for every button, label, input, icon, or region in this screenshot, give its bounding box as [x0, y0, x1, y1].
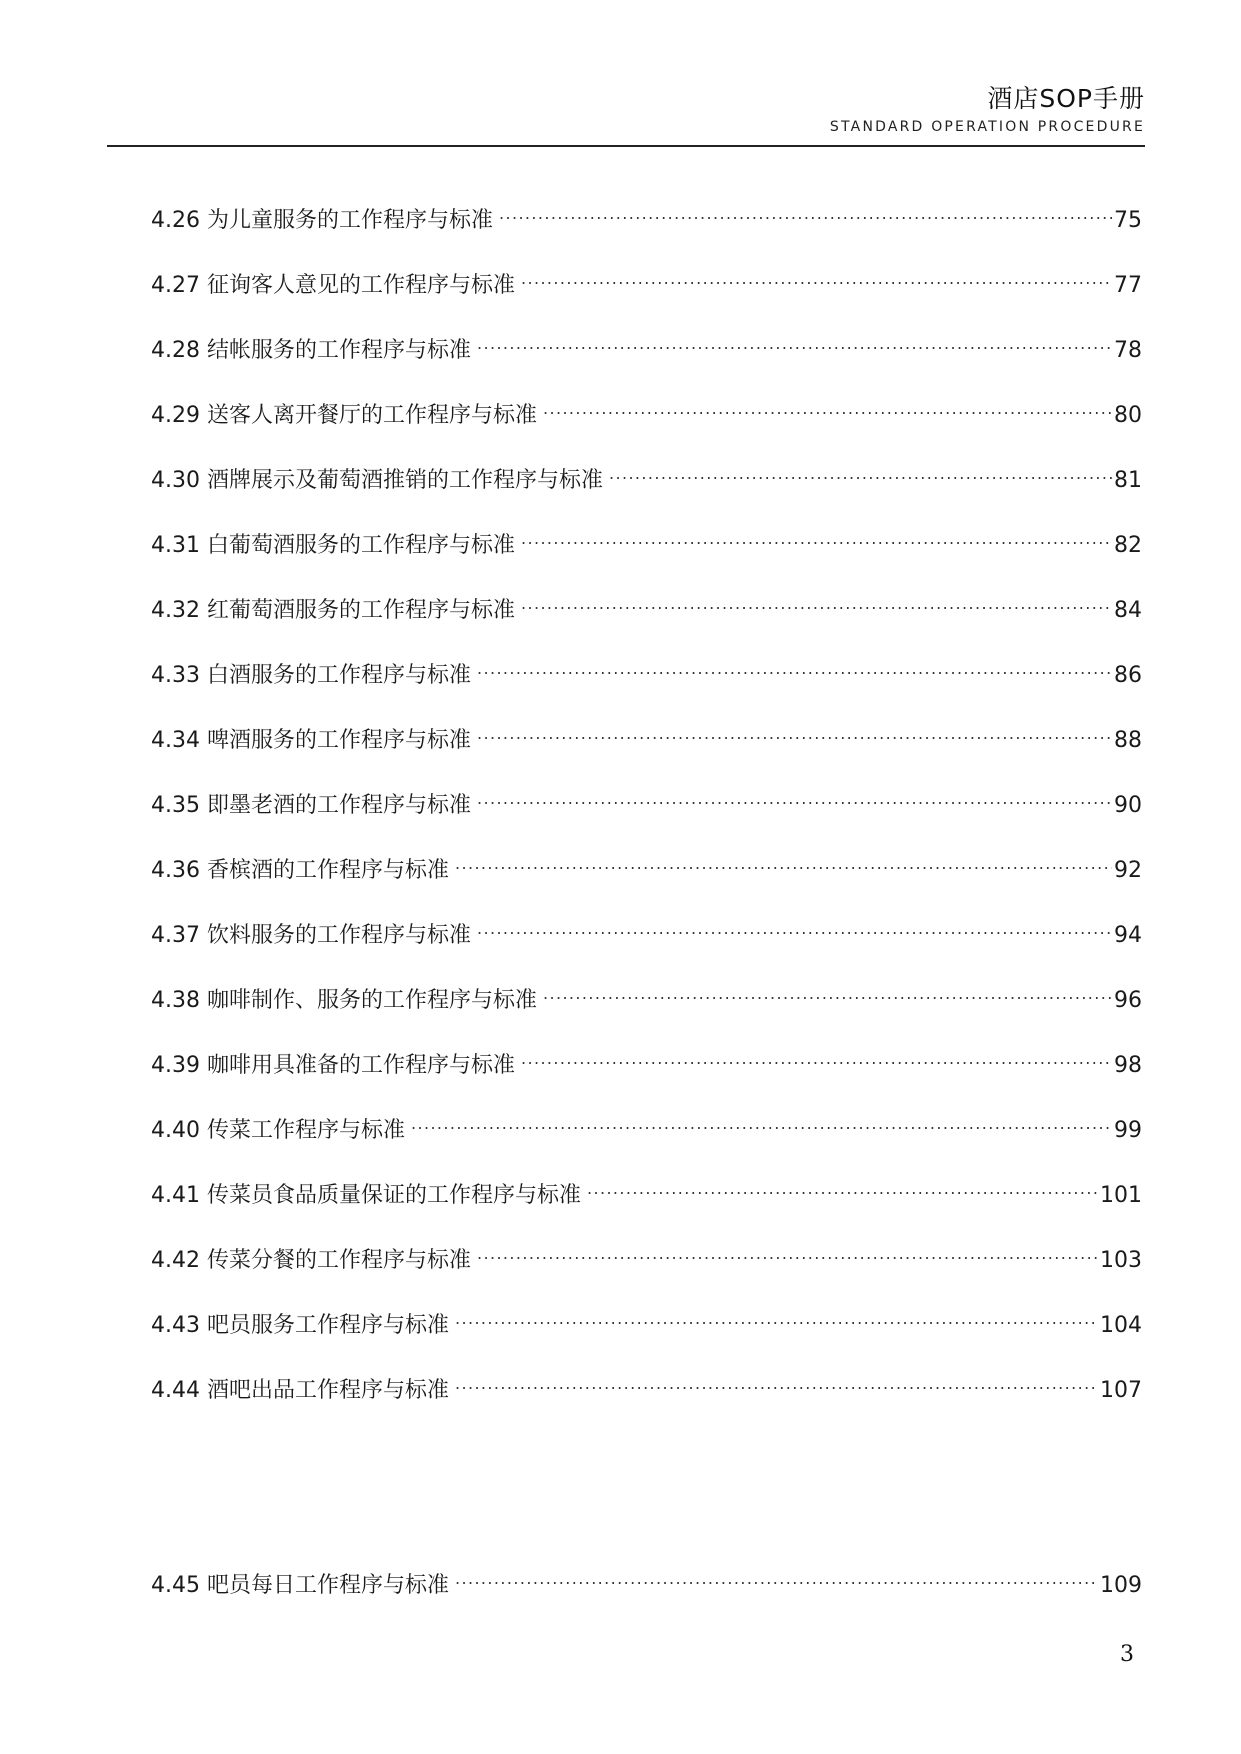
toc-entry[interactable] — [151, 453, 1142, 493]
toc-dot-leader — [477, 778, 1112, 812]
toc-entry[interactable] — [151, 973, 1142, 1013]
toc-entry[interactable] — [151, 323, 1142, 363]
header-subtitle: STANDARD OPERATION PROCEDURE — [829, 119, 1145, 135]
toc-dot-leader — [411, 1103, 1112, 1137]
toc-entry-page: 84 — [1114, 598, 1142, 623]
toc-entry[interactable] — [151, 1103, 1142, 1143]
toc-dot-leader — [477, 323, 1112, 357]
toc-entry-title: 4.32 红葡萄酒服务的工作程序与标准 — [151, 598, 515, 623]
toc-entry-page: 98 — [1114, 1053, 1142, 1078]
toc-entry-title: 4.42 传菜分餐的工作程序与标准 — [151, 1248, 471, 1273]
toc-dot-leader — [477, 908, 1112, 942]
toc-entry[interactable] — [151, 648, 1142, 688]
toc-entry-title: 4.29 送客人离开餐厅的工作程序与标准 — [151, 403, 537, 428]
toc-entry-page: 104 — [1100, 1313, 1142, 1338]
toc-entry[interactable] — [151, 843, 1142, 883]
page-number: 3 — [1120, 1642, 1134, 1667]
toc-entry[interactable] — [151, 1298, 1142, 1338]
page-header — [830, 84, 1145, 136]
toc-entry-title: 4.45 吧员每日工作程序与标准 — [151, 1573, 449, 1598]
toc-entry-page: 90 — [1114, 793, 1142, 818]
toc-entry[interactable] — [151, 193, 1142, 233]
toc-entry-page: 75 — [1114, 208, 1142, 233]
toc-entry-page: 78 — [1114, 338, 1142, 363]
toc-entry-title: 4.27 征询客人意见的工作程序与标准 — [151, 273, 515, 298]
toc-entry-title: 4.30 酒牌展示及葡萄酒推销的工作程序与标准 — [151, 468, 603, 493]
toc-entry-title: 4.31 白葡萄酒服务的工作程序与标准 — [151, 533, 515, 558]
toc-entry-title: 4.44 酒吧出品工作程序与标准 — [151, 1378, 449, 1403]
toc-dot-leader — [455, 1298, 1098, 1332]
toc-dot-leader — [543, 388, 1112, 422]
toc-dot-leader — [477, 713, 1112, 747]
toc-entry-page: 80 — [1114, 403, 1142, 428]
toc-dot-leader — [455, 1363, 1098, 1397]
toc-dot-leader — [477, 1233, 1098, 1267]
toc-entry-page: 77 — [1114, 273, 1142, 298]
toc-entry[interactable] — [151, 778, 1142, 818]
toc-entry-page: 92 — [1114, 858, 1142, 883]
toc-entry-page: 86 — [1114, 663, 1142, 688]
toc-entry-page: 101 — [1100, 1183, 1142, 1208]
toc-entry-page: 96 — [1114, 988, 1142, 1013]
toc-dot-leader — [499, 193, 1112, 227]
toc-dot-leader — [521, 258, 1112, 292]
toc-dot-leader — [587, 1168, 1098, 1202]
toc-dot-leader — [609, 453, 1112, 487]
toc-dot-leader — [521, 583, 1112, 617]
toc-entry-page: 88 — [1114, 728, 1142, 753]
toc-entry[interactable] — [151, 1168, 1142, 1208]
toc-entry-page: 94 — [1114, 923, 1142, 948]
toc-entry[interactable] — [151, 908, 1142, 948]
toc-entry[interactable] — [151, 583, 1142, 623]
toc-entry-page: 109 — [1100, 1573, 1142, 1598]
toc-entry-title: 4.43 吧员服务工作程序与标准 — [151, 1313, 449, 1338]
toc-entry-page: 81 — [1114, 468, 1142, 493]
toc-entry[interactable] — [151, 1233, 1142, 1273]
toc-entry-page: 99 — [1114, 1118, 1142, 1143]
toc-entry-title: 4.36 香槟酒的工作程序与标准 — [151, 858, 449, 883]
header-title: 酒店SOP手册 — [987, 84, 1145, 113]
toc-entry[interactable] — [151, 258, 1142, 298]
toc-entry[interactable] — [151, 518, 1142, 558]
toc-dot-leader — [521, 1038, 1112, 1072]
toc-dot-leader — [455, 843, 1112, 877]
header-divider — [107, 145, 1145, 147]
toc-entry[interactable] — [151, 713, 1142, 753]
toc-entry-title: 4.40 传菜工作程序与标准 — [151, 1118, 405, 1143]
toc-entry-title: 4.35 即墨老酒的工作程序与标准 — [151, 793, 471, 818]
toc-entry-title: 4.34 啤酒服务的工作程序与标准 — [151, 728, 471, 753]
toc-entry[interactable] — [151, 1363, 1142, 1403]
toc-entry-title: 4.39 咖啡用具准备的工作程序与标准 — [151, 1053, 515, 1078]
toc-entry-page: 107 — [1100, 1378, 1142, 1403]
toc-dot-leader — [521, 518, 1112, 552]
toc-dot-leader — [477, 648, 1112, 682]
toc-entry[interactable] — [151, 388, 1142, 428]
toc-entry-title: 4.33 白酒服务的工作程序与标准 — [151, 663, 471, 688]
toc-dot-leader — [543, 973, 1112, 1007]
toc-entry-title: 4.41 传菜员食品质量保证的工作程序与标准 — [151, 1183, 581, 1208]
toc-entry-title: 4.26 为儿童服务的工作程序与标准 — [151, 208, 493, 233]
toc-entry-page: 103 — [1100, 1248, 1142, 1273]
toc-entry-title: 4.37 饮料服务的工作程序与标准 — [151, 923, 471, 948]
toc-entry[interactable] — [151, 1038, 1142, 1078]
toc-entry-title: 4.38 咖啡制作、服务的工作程序与标准 — [151, 988, 537, 1013]
toc-entry[interactable] — [151, 1558, 1142, 1598]
toc-dot-leader — [455, 1558, 1098, 1592]
toc-entry-page: 82 — [1114, 533, 1142, 558]
toc-entry-title: 4.28 结帐服务的工作程序与标准 — [151, 338, 471, 363]
